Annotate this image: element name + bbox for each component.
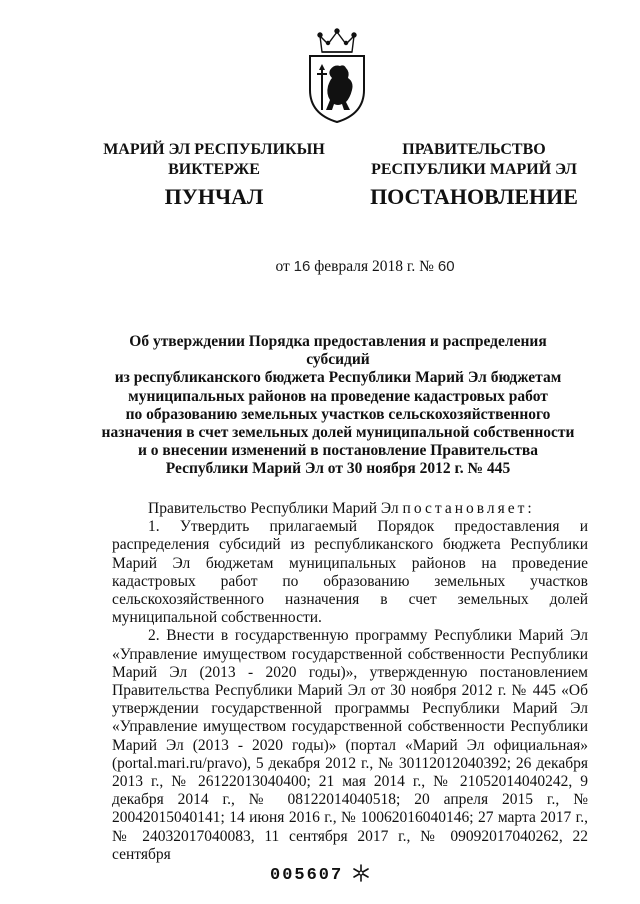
header-right-line2: РЕСПУБЛИКИ МАРИЙ ЭЛ — [371, 161, 577, 178]
date-day: 16 — [293, 258, 311, 275]
header-left-org — [96, 140, 332, 180]
snowflake-icon — [352, 864, 370, 882]
date-month-year: февраля 2018 г. № — [314, 258, 434, 275]
date-prefix: от — [275, 258, 290, 275]
title-line: и о внесении изменений в постановление Правительства — [137, 442, 538, 460]
title-line: по образованию земельных участков сельскохозяйственного — [125, 405, 551, 423]
document-title — [96, 333, 580, 479]
title-line: Республики Марий Эл от 30 ноября 2012 г. № 445 — [165, 460, 511, 478]
header-right-line1: ПРАВИТЕЛЬСТВО — [402, 141, 546, 158]
body-paragraph-2: 2. Внести в государственную программу Республики Марий Эл «Управление имуществом государственной собственности Республики Марий Эл (2013 - 2020 годы)», утвержденную постановлением Правительства Республики Марий Эл от 30 ноября 2012 г. № 445 «Об утверждении государственной программы Республики Марий Эл «Управление имуществом государственной собственности Республики Марий Эл (2013 - 2020 годы)» (портал «Марий Эл официальная» (portal.mari.ru/pravo), 5 декабря 2012 г., № 30112012040392; 26 декабря 2013 г., № 26122013040400; 21 мая 2014 г., № 21052014040242, 9 декабря 2014 г., № 08122014040518; 20 апреля 2015 г., № 20042015040141; 14 июня 2016 г., № 10062016040146; 27 марта 2017 г., № 24032017040083, 11 сентября 2017 г., № 09092017040262, 22 сентября — [112, 627, 588, 863]
intro-spaced: постановляет: — [402, 500, 535, 517]
title-line: Об утверждении Порядка предоставления и распределения субсидий — [129, 333, 547, 369]
title-line: назначения в счет земельных долей муниципальной собственности — [101, 424, 575, 442]
body-intro — [112, 500, 588, 518]
header-right-org — [362, 140, 586, 180]
coat-of-arms-icon — [300, 28, 374, 124]
header-left-title: ПУНЧАЛ — [164, 184, 264, 209]
document-date — [0, 258, 640, 276]
document-body — [112, 500, 588, 864]
header-left-line2: ВИКТЕРЖЕ — [168, 161, 260, 178]
title-line: муниципальных районов на проведение кадастровых работ — [128, 387, 548, 405]
intro-text: Правительство Республики Марий Эл — [148, 500, 403, 517]
form-serial-number: 005607 — [270, 866, 344, 885]
document-number: 60 — [437, 258, 455, 275]
header-left-line1: МАРИЙ ЭЛ РЕСПУБЛИКЫН — [103, 141, 325, 158]
header-right-title: ПОСТАНОВЛЕНИЕ — [370, 184, 578, 209]
body-paragraph-1: 1. Утвердить прилагаемый Порядок предоставления и распределения субсидий из республиканского бюджета Республики Марий Эл бюджетам муниципальных районов на проведение кадастровых работ по образованию земельных участков сельскохозяйственного назначения в счет земельных долей муниципальной собственности. — [112, 518, 588, 627]
title-line: из республиканского бюджета Республики Марий Эл бюджетам — [114, 369, 562, 387]
